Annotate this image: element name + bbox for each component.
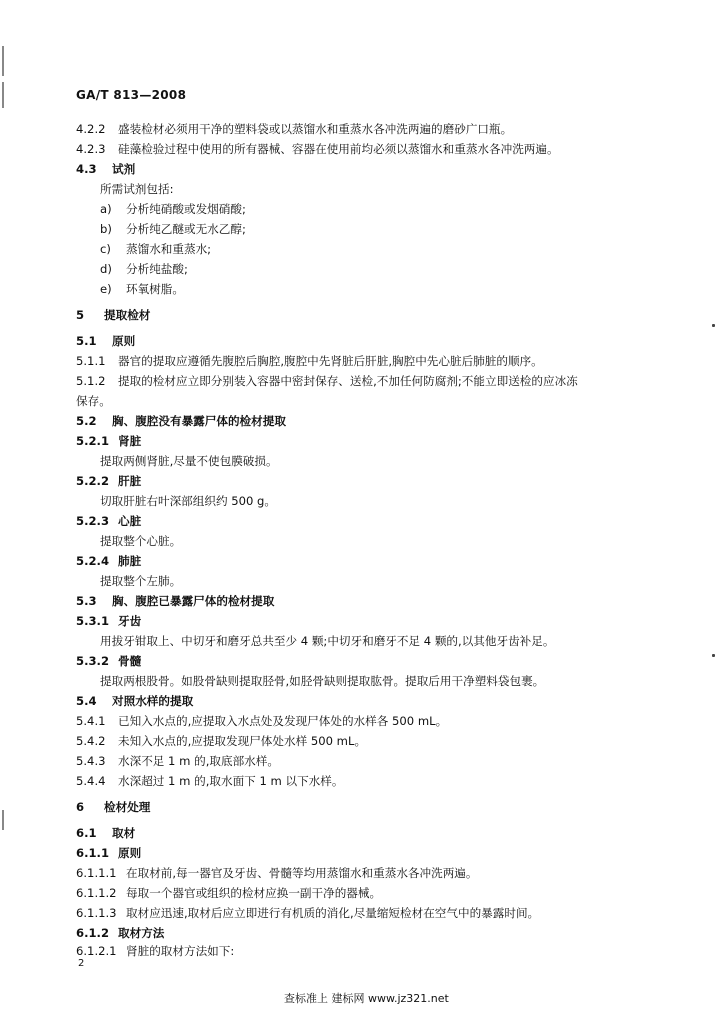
- scan-edge-mark: [2, 810, 4, 830]
- heading-number: 4.3: [76, 162, 97, 176]
- clause-5-4-2: 5.4.2 未知入水点的,应提取发现尸体处水样 500 mL。: [76, 734, 367, 748]
- section-heading-5-3: 5.3 胸、腹腔已暴露尸体的检材提取: [76, 594, 275, 608]
- section-heading-6-1: 6.1 取材: [76, 826, 136, 840]
- paragraph-text: 提取两侧肾脏,尽量不使包膜破损。: [100, 454, 278, 468]
- section-heading-5-2: 5.2 胸、腹腔没有暴露尸体的检材提取: [76, 414, 286, 428]
- paragraph-text: 提取整个心脏。: [100, 534, 182, 548]
- paragraph-text: 用拔牙钳取上、中切牙和磨牙总共至少 4 颗;中切牙和磨牙不足 4 颗的,以其他牙齿补足。: [100, 634, 555, 648]
- list-item: b) 分析纯乙醚或无水乙醇;: [100, 222, 246, 236]
- clause-6-1-1-2: 6.1.1.2 每取一个器官或组织的检材应换一副干净的器械。: [76, 886, 382, 900]
- chapter-heading-6: 6 检材处理: [76, 800, 151, 814]
- clause-6-1-1-3: 6.1.1.3 取材应迅速,取材后应立即进行有机质的消化,尽量缩短检材在空气中的暴露时间。: [76, 906, 540, 920]
- clause-number: 4.2.2: [76, 122, 106, 136]
- paragraph-continuation: 保存。: [76, 394, 111, 408]
- list-item: e) 环氧树脂。: [100, 282, 184, 296]
- clause-text: 盛装检材必须用干净的塑料袋或以蒸馏水和重蒸水各冲洗两遍的磨砂广口瓶。: [118, 122, 513, 136]
- page-number: 2: [78, 958, 85, 969]
- clause-6-1-2-1: 6.1.2.1 肾脏的取材方法如下:: [76, 944, 235, 958]
- standard-code-header: GA/T 813—2008: [76, 88, 187, 102]
- heading-text: 试剂: [112, 162, 136, 176]
- clause-4-2-3: [76, 142, 559, 156]
- section-heading-4-3: [76, 162, 135, 176]
- list-item: c) 蒸馏水和重蒸水;: [100, 242, 212, 256]
- clause-6-1-1-1: 6.1.1.1 在取材前,每一器官及牙齿、骨髓等均用蒸馏水和重蒸水各冲洗两遍。: [76, 866, 478, 880]
- subsection-heading-5-2-3: 5.2.3 心脏: [76, 514, 142, 528]
- list-item: d) 分析纯盐酸;: [100, 262, 188, 276]
- subsection-heading-5-2-1: 5.2.1 肾脏: [76, 434, 142, 448]
- subsection-heading-5-3-2: 5.3.2 骨髓: [76, 654, 142, 668]
- clause-number: 4.2.3: [76, 142, 106, 156]
- paragraph-text: 提取两根股骨。如股骨缺则提取胫骨,如胫骨缺则提取肱骨。提取后用干净塑料袋包裹。: [100, 674, 545, 688]
- clause-5-4-4: 5.4.4 水深超过 1 m 的,取水面下 1 m 以下水样。: [76, 774, 344, 788]
- section-heading-5-1: 5.1 原则: [76, 334, 136, 348]
- chapter-heading-5: 5 提取检材: [76, 308, 151, 322]
- watermark-footer: 查标准上 建标网 www.jz321.net: [284, 992, 449, 1005]
- subsection-heading-5-2-4: 5.2.4 肺脏: [76, 554, 142, 568]
- subsection-heading-6-1-1: 6.1.1 原则: [76, 846, 142, 860]
- paragraph-text: 提取整个左肺。: [100, 574, 182, 588]
- scan-edge-mark: [2, 82, 4, 108]
- clause-5-4-3: 5.4.3 水深不足 1 m 的,取底部水样。: [76, 754, 279, 768]
- scan-edge-mark: [2, 46, 4, 76]
- clause-text: 硅藻检验过程中使用的所有器械、容器在使用前均必须以蒸馏水和重蒸水各冲洗两遍。: [118, 142, 559, 156]
- section-heading-5-4: 5.4 对照水样的提取: [76, 694, 194, 708]
- subsection-heading-5-2-2: 5.2.2 肝脏: [76, 474, 142, 488]
- scan-dot: [712, 324, 715, 327]
- clause-4-2-2: [76, 122, 512, 136]
- clause-5-1-1: 5.1.1 器官的提取应遵循先腹腔后胸腔,腹腔中先肾脏后肝脏,胸腔中先心脏后肺脏的顺序。: [76, 354, 543, 368]
- paragraph-text: 所需试剂包括:: [100, 182, 174, 196]
- subsection-heading-5-3-1: 5.3.1 牙齿: [76, 614, 142, 628]
- clause-5-4-1: 5.4.1 已知入水点的,应提取入水点处及发现尸体处的水样各 500 mL。: [76, 714, 448, 728]
- subsection-heading-6-1-2: 6.1.2 取材方法: [76, 926, 165, 940]
- scan-dot: [712, 654, 715, 657]
- paragraph-text: 切取肝脏右叶深部组织约 500 g。: [100, 494, 276, 508]
- clause-5-1-2: 5.1.2 提取的检材应立即分别装入容器中密封保存、送检,不加任何防腐剂;不能立即送检的应冰冻: [76, 374, 578, 388]
- list-item: a) 分析纯硝酸或发烟硝酸;: [100, 202, 246, 216]
